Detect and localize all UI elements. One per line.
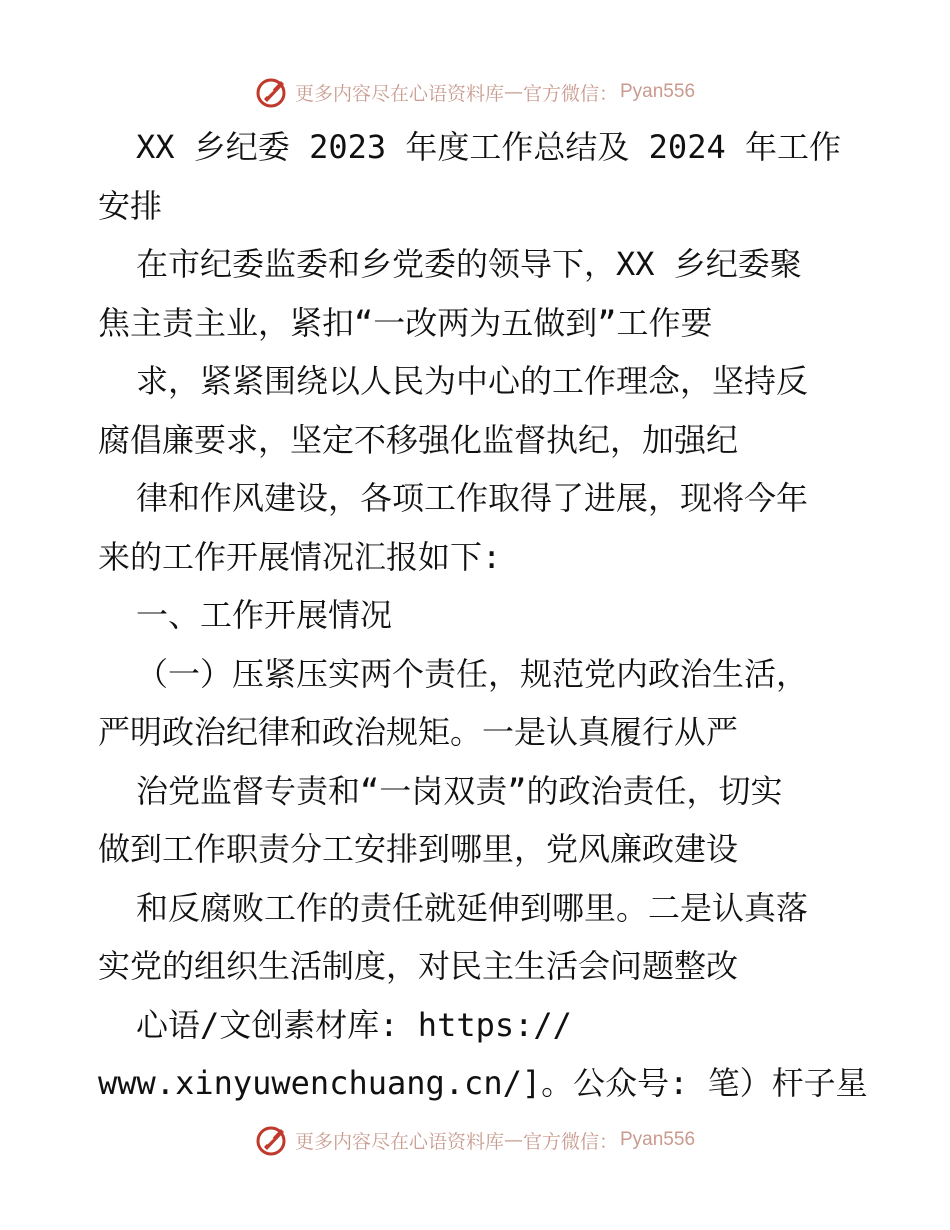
paragraph-line: 求，紧紧围绕以人民为中心的工作理念，坚持反 xyxy=(136,362,809,400)
paragraph-line: 腐倡廉要求，坚定不移强化监督执纪，加强纪 xyxy=(98,420,739,459)
paragraph-line: 来的工作开展情况汇报如下: xyxy=(98,537,502,576)
paragraph-line: 做到工作职责分工安排到哪里，党风廉政建设 xyxy=(98,830,739,868)
paragraph-line: 焦主责主业，紧扣“一改两为五做到”工作要 xyxy=(98,303,713,342)
watermark-site-text: 更多内容尽在心语资料库 xyxy=(294,82,504,105)
paragraph-line: 治党监督专责和“一岗双责”的政治责任，切实 xyxy=(136,771,783,810)
watermark-site-text: 更多内容尽在心语资料库 xyxy=(294,1130,504,1153)
paragraph-line: 在市纪委监委和乡党委的领导下，XX 乡纪委聚 xyxy=(136,245,802,283)
quill-logo-icon xyxy=(255,75,289,109)
watermark-wechat-id: Pyan556 xyxy=(620,81,696,102)
paragraph-line: 心语/文创素材库: https:// xyxy=(136,1005,572,1044)
paragraph-line: www.xinyuwenchuang.cn/]。公众号: 笔）杆子星 xyxy=(98,1064,868,1102)
document-body xyxy=(98,118,868,1113)
watermark-dash: — xyxy=(503,81,523,103)
paragraph-line: 严明政治纪律和政治规矩。一是认真履行从严 xyxy=(98,713,739,751)
watermark-dash: — xyxy=(503,1129,523,1151)
watermark-wechat-label: 官方微信： xyxy=(522,82,618,105)
paragraph-line: 和反腐败工作的责任就延伸到哪里。二是认真落 xyxy=(136,888,809,927)
paragraph-line: （一）压紧压实两个责任，规范党内政治生活， xyxy=(136,654,809,693)
document-title-line-2: 安排 xyxy=(98,186,163,225)
quill-logo-icon xyxy=(255,1123,289,1157)
watermark-wechat-label: 官方微信： xyxy=(522,1130,618,1153)
paragraph-line: 律和作风建设，各项工作取得了进展，现将今年 xyxy=(136,479,809,517)
watermark-wechat-id: Pyan556 xyxy=(620,1129,696,1150)
document-title-line-1: XX 乡纪委 2023 年度工作总结及 2024 年工作 xyxy=(136,128,841,166)
watermark-banner-bottom xyxy=(0,1120,950,1160)
paragraph-line: 实党的组织生活制度，对民主生活会问题整改 xyxy=(98,947,739,985)
section-heading: 一、工作开展情况 xyxy=(136,596,393,634)
watermark-banner-top xyxy=(0,72,950,112)
